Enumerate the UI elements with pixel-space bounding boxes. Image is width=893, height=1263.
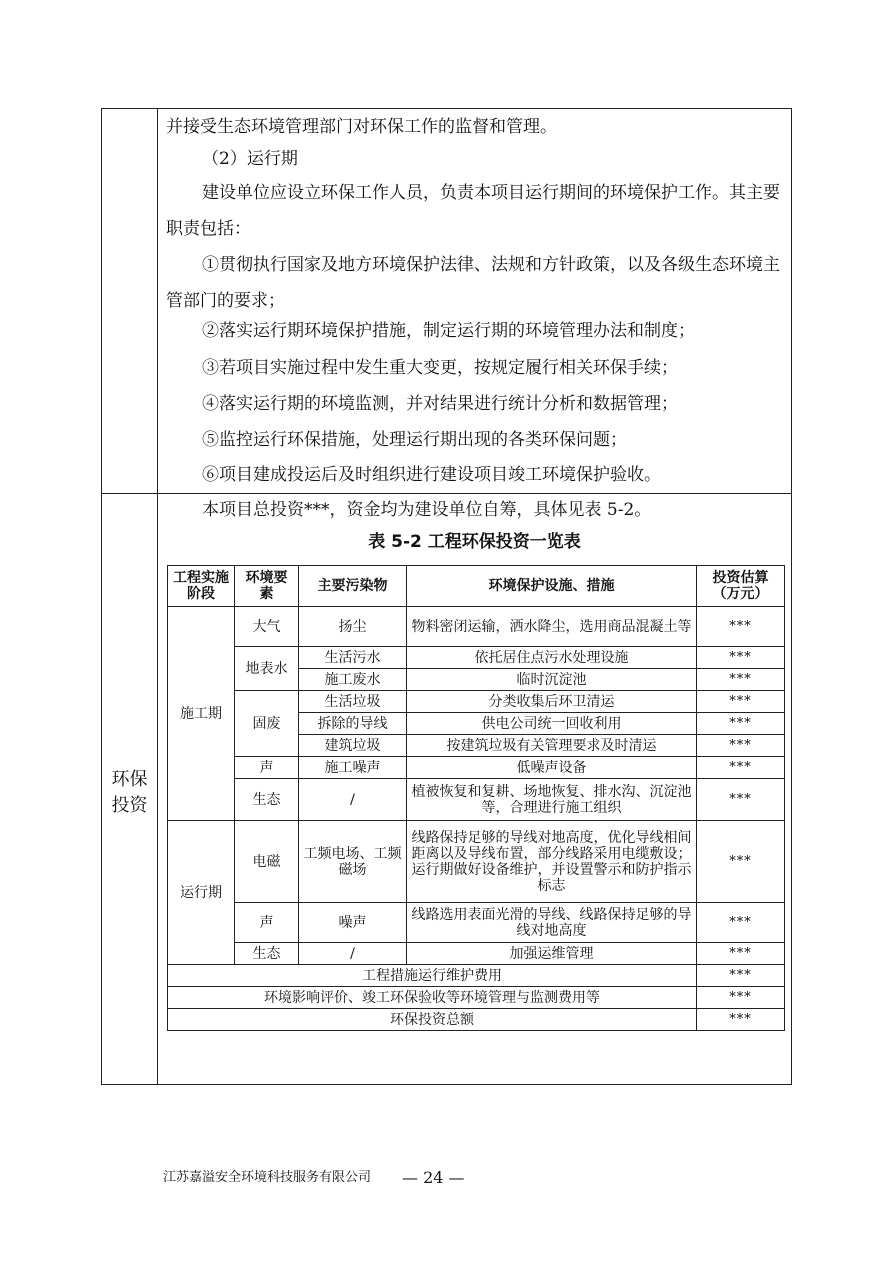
table-header-row <box>168 566 785 607</box>
investment-table <box>167 565 785 1031</box>
pollutant-cell: 建筑垃圾 <box>299 735 407 757</box>
cost-cell: *** <box>697 713 785 735</box>
investment-intro: 本项目总投资***，资金均为建设单位自筹，具体见表 5-2。 <box>202 500 652 520</box>
cost-cell: *** <box>697 607 785 647</box>
measure-cell: 线路选用表面光滑的导线、线路保持足够的导线对地高度 <box>407 903 697 943</box>
pollutant-cell: 噪声 <box>299 903 407 943</box>
pollutant-cell: 拆除的导线 <box>299 713 407 735</box>
summary-cost: *** <box>697 965 785 987</box>
intro-paragraph-duties: 建设单位应设立环保工作人员，负责本项目运行期间的环境保护工作。其主要职责包括： <box>166 183 780 239</box>
column-divider <box>157 109 158 1084</box>
table-row <box>168 691 785 713</box>
pollutant-cell: 扬尘 <box>299 607 407 647</box>
section-label-line: 环保 <box>111 769 148 790</box>
element-cell: 地表水 <box>235 647 299 691</box>
table-row <box>168 821 785 903</box>
header-phase: 工程实施阶段 <box>168 566 235 607</box>
table-row <box>168 757 785 779</box>
element-cell: 大气 <box>235 607 299 647</box>
section-label-env-investment <box>102 767 157 819</box>
summary-row <box>168 1009 785 1031</box>
form-frame <box>101 108 792 1085</box>
measure-cell: 依托居住点污水处理设施 <box>407 647 697 669</box>
header-pollutant: 主要污染物 <box>299 566 407 607</box>
element-cell: 声 <box>235 903 299 943</box>
measure-cell: 供电公司统一回收利用 <box>407 713 697 735</box>
pollutant-cell: 生活垃圾 <box>299 691 407 713</box>
cost-cell: *** <box>697 943 785 965</box>
section-label-line: 投资 <box>111 795 148 816</box>
summary-cost: *** <box>697 987 785 1009</box>
duty-item-6: ⑥项目建成投运后及时组织进行建设项目竣工环境保护验收。 <box>202 465 661 485</box>
duty-item-2: ②落实运行期环境保护措施，制定运行期的环境管理办法和制度； <box>202 321 695 341</box>
measure-cell: 物料密闭运输，洒水降尘，选用商品混凝土等 <box>407 607 697 647</box>
cost-cell: *** <box>697 821 785 903</box>
duty-item-4: ④落实运行期的环境监测，并对结果进行统计分析和数据管理； <box>202 394 678 414</box>
footer-company: 江苏嘉溢安全环境科技服务有限公司 <box>163 1170 372 1185</box>
element-cell: 生态 <box>235 943 299 965</box>
table-row <box>168 779 785 821</box>
table-row <box>168 647 785 669</box>
table-row <box>168 943 785 965</box>
measure-cell: 低噪声设备 <box>407 757 697 779</box>
intro-heading-operation: （2）运行期 <box>202 149 298 169</box>
phase-operation: 运行期 <box>168 821 235 965</box>
element-cell: 电磁 <box>235 821 299 903</box>
element-cell: 固废 <box>235 691 299 757</box>
duty-item-3: ③若项目实施过程中发生重大变更，按规定履行相关环保手续； <box>202 358 678 378</box>
measure-cell: 临时沉淀池 <box>407 669 697 691</box>
pollutant-cell: 施工噪声 <box>299 757 407 779</box>
measure-cell: 加强运维管理 <box>407 943 697 965</box>
cost-cell: *** <box>697 691 785 713</box>
cost-cell: *** <box>697 669 785 691</box>
summary-label: 环境影响评价、竣工环保验收等环境管理与监测费用等 <box>168 987 697 1009</box>
header-element: 环境要素 <box>235 566 299 607</box>
pollutant-cell: / <box>299 943 407 965</box>
measure-cell: 分类收集后环卫清运 <box>407 691 697 713</box>
summary-label-total: 环保投资总额 <box>168 1009 697 1031</box>
page-number: — 24 — <box>402 1168 465 1187</box>
pollutant-cell: 生活污水 <box>299 647 407 669</box>
pollutant-cell: 工频电场、工频磁场 <box>299 821 407 903</box>
table-title: 表 5-2 工程环保投资一览表 <box>368 532 581 552</box>
phase-construction: 施工期 <box>168 607 235 821</box>
intro-paragraph-1: 并接受生态环境管理部门对环保工作的监督和管理。 <box>166 117 557 137</box>
duty-item-1: ①贯彻执行国家及地方环境保护法律、法规和方针政策，以及各级生态环境主管部门的要求； <box>166 255 780 311</box>
summary-row <box>168 987 785 1009</box>
header-measure: 环境保护设施、措施 <box>407 566 697 607</box>
element-cell: 声 <box>235 757 299 779</box>
measure-cell: 植被恢复和复耕、场地恢复、排水沟、沉淀池等，合理进行施工组织 <box>407 779 697 821</box>
header-cost: 投资估算（万元） <box>697 566 785 607</box>
table-row <box>168 903 785 943</box>
cost-cell: *** <box>697 779 785 821</box>
cost-cell: *** <box>697 647 785 669</box>
summary-label: 工程措施运行维护费用 <box>168 965 697 987</box>
duty-item-5: ⑤监控运行环保措施，处理运行期出现的各类环保问题； <box>202 430 627 450</box>
cost-cell: *** <box>697 757 785 779</box>
cost-cell: *** <box>697 903 785 943</box>
table-row <box>168 607 785 647</box>
element-cell: 生态 <box>235 779 299 821</box>
measure-cell: 按建筑垃圾有关管理要求及时清运 <box>407 735 697 757</box>
cost-cell: *** <box>697 735 785 757</box>
measure-cell: 线路保持足够的导线对地高度，优化导线相间距离以及导线布置，部分线路采用电缆敷设；运行期做好设备维护，并设置警示和防护指示标志 <box>407 821 697 903</box>
pollutant-cell: / <box>299 779 407 821</box>
pollutant-cell: 施工废水 <box>299 669 407 691</box>
summary-cost-total: *** <box>697 1009 785 1031</box>
summary-row <box>168 965 785 987</box>
